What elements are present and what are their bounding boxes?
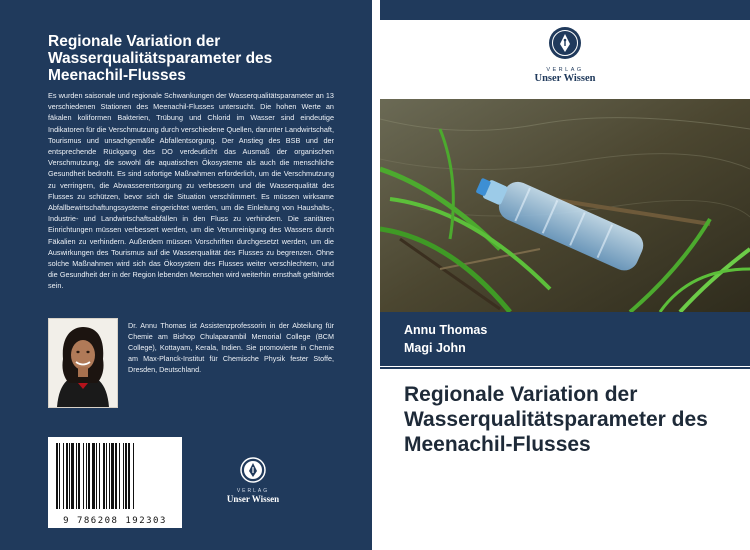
barcode-bar — [59, 443, 60, 509]
isbn-number: 9 786208 192303 — [63, 516, 167, 526]
front-cover-title: Regionale Variation der Wasserqualitätsparameter des Meenachil-Flusses — [404, 383, 708, 456]
front-publisher-verlag: VERLAG — [546, 67, 584, 73]
barcode-bar — [86, 443, 87, 509]
back-cover-title: Regionale Variation der Wasserqualitätsparameter des Meenachil-Flusses — [48, 33, 273, 84]
authors-band — [380, 312, 750, 366]
barcode-bar — [78, 443, 80, 509]
back-cover-blurb: Es wurden saisonale und regionale Schwankungen der Wasserqualitätsparameter an 13 verschiedenen Stationen des Meenachil-Flusses untersucht. Die hohen Werte an fäkalen koliformen Bakterien, Trübung und Chlorid im Wasser sind eindeutige Indikatoren für die Verschmutzung durch verschiedene Quellen, darunter Landwirtschaft, Tourismus und unsachgemäße Abfallentsorgung. Der Anstieg des BSB und der entsprechende Rückgang des DO verdeutlicht das Ausmaß der organischen Verschmutzung, die sowohl die aquatischen Ökosysteme als auch die menschliche Gesundheit bedroht. Es sind sofortige Maßnahmen erforderlich, um die Verschmutzung zu verringern, die Abwasserentsorgung zu verbessern und die Wasserqualität des Flusses zu schützen, bevor sich die Situation verschlimmert. Es müssen wirksame Abfallbewirtschaftungssysteme eingerichtet werden, um die Einleitung von Haushalts-, Industrie- und Landwirtschaftsabfällen in den Fluss zu verhindern. Die sanitären Einrichtungen müssen verbessert werden, um die Verunreinigung des Wassers durch Fäkalien zu verhindern. Außerdem müssen Vorschriften durchgesetzt werden, um die Auswirkungen des Tourismus auf die Wasserqualität des Flusses zu begrenzen. Ohne solche Maßnahmen wird sich das Ökosystem des Flusses weiter verschlechtern, und die Gesundheit der in der Region lebenden Menschen wird weiterhin ernsthaft gefährdet sein. — [48, 91, 334, 291]
front-publisher-name: Unser Wissen — [534, 73, 596, 84]
spine-gap — [372, 0, 380, 550]
barcode-bar — [103, 443, 105, 509]
front-top-bar — [380, 0, 750, 20]
barcode-bar — [66, 443, 68, 509]
barcode-bar — [83, 443, 84, 509]
barcode-bar — [109, 443, 110, 509]
barcode-bar — [88, 443, 90, 509]
cover-photo — [380, 99, 750, 312]
barcode-bar — [106, 443, 107, 509]
barcode-bar — [71, 443, 74, 509]
barcode-bar — [123, 443, 124, 509]
barcode-bar — [125, 443, 127, 509]
barcode-bar — [69, 443, 70, 509]
publisher-logo-icon — [548, 26, 582, 60]
barcode-bar — [99, 443, 100, 509]
barcode-bar — [111, 443, 114, 509]
barcode-bar — [115, 443, 117, 509]
back-cover — [0, 0, 372, 550]
back-publisher-verlag: VERLAG — [236, 488, 270, 494]
barcode-bar — [133, 443, 134, 509]
barcode-bar — [92, 443, 95, 509]
author-photo — [48, 318, 118, 408]
back-publisher-name: Unser Wissen — [226, 494, 280, 504]
publisher-logo-icon — [240, 457, 266, 483]
barcode — [48, 437, 182, 528]
barcode-bar — [96, 443, 97, 509]
barcode-bar — [119, 443, 120, 509]
back-publisher-logo — [213, 457, 293, 504]
author-bio: Dr. Annu Thomas ist Assistenzprofessorin in der Abteilung für Chemie am Bishop Chulaparambil Memorial College (BCM College), Kottayam, Kerala, Indien. Sie promovierte in Chemie am Max-Planck-Institut für Chemische Physik fester Stoffe, Dresden, Deutschland. — [128, 321, 334, 374]
barcode-bar — [63, 443, 64, 509]
barcode-icon — [48, 437, 182, 515]
barcode-bar — [56, 443, 58, 509]
author-name-2: Magi John — [404, 341, 466, 355]
author-name-1: Annu Thomas — [404, 323, 488, 337]
front-divider — [380, 367, 750, 369]
barcode-bar — [128, 443, 130, 509]
barcode-bar — [76, 443, 77, 509]
front-publisher-logo — [380, 26, 750, 84]
